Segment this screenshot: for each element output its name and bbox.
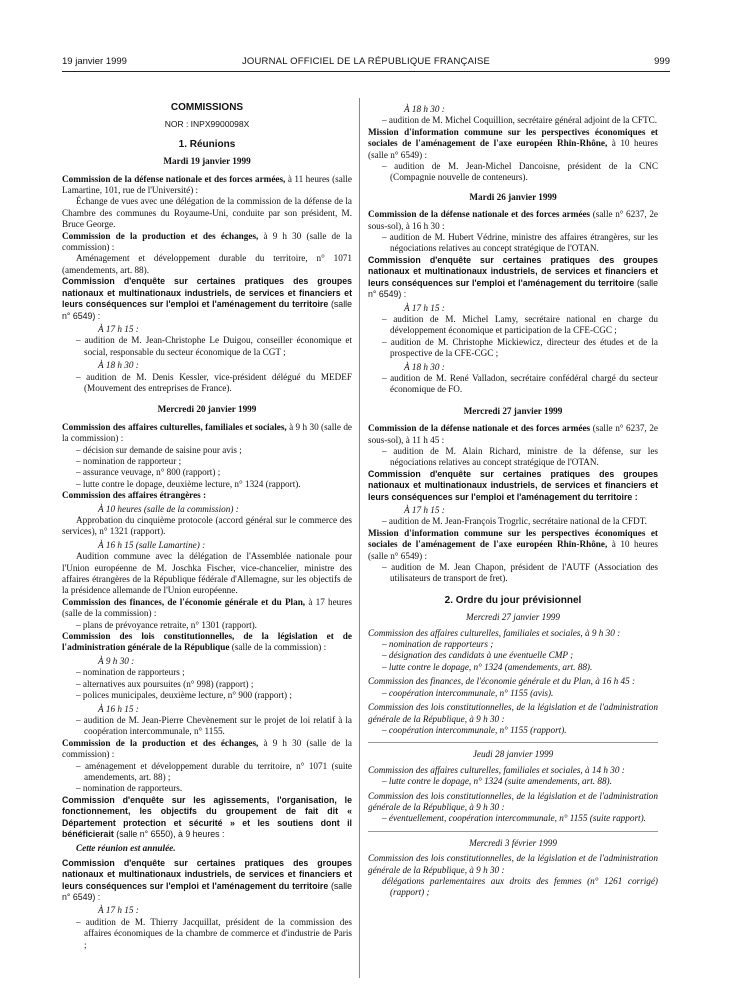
meeting-entry: Mission d'information commune sur les perspectives économiques et sociales de l'aménagement de l'axe européen Rhin-Rhône, à 10 heures (salle n° 6549) : bbox=[368, 527, 658, 561]
agenda-item: – audition de M. Thierry Jacquillat, président de la commission des affaires économiques de la chambre de commerce et d'industrie de Paris ; bbox=[76, 916, 352, 950]
meeting-time: À 17 h 15 : bbox=[404, 505, 445, 515]
meeting-time: À 9 h 30 : bbox=[98, 655, 135, 666]
right-column bbox=[368, 102, 658, 899]
meeting-time: À 16 h 15 : bbox=[98, 703, 139, 714]
agenda-item: – lutte contre le dopage, n° 1324 (amendements, art. 88). bbox=[382, 661, 593, 672]
agenda-head: Commission des lois constitutionnelles, de la législation et de l'administration générale de la République, à 9 h 30 : bbox=[368, 853, 658, 875]
meeting-text: Échange de vues avec une délégation de la commission de la défense de la Chambre des communes du Royaume-Uni, conduite par son président, M. Bruce George. bbox=[62, 196, 352, 230]
meeting-time: À 18 h 30 : bbox=[404, 361, 445, 372]
meeting-entry: Commission de la production et des échanges, à 9 h 30 (salle de la commission) : bbox=[62, 230, 352, 253]
page-header bbox=[62, 56, 670, 70]
agenda-item: – audition de M. Michel Coquillion, secrétaire général adjoint de la CFTC. bbox=[382, 115, 658, 126]
meeting-text: Aménagement et développement durable du territoire, n° 1071 (amendements, art. 88). bbox=[62, 253, 352, 275]
left-column bbox=[62, 100, 352, 951]
section-reunions: 1. Réunions bbox=[178, 138, 236, 150]
agenda-item: – audition de M. Alain Richard, ministre de la défense, sur les négociations relatives au concept stratégique de l'OTAN. bbox=[382, 445, 658, 468]
meeting-entry: Commission de la défense nationale et des forces armées, à 11 heures (salle Lamartine, 101, rue de l'Université) : bbox=[62, 173, 352, 196]
agenda-item: – audition de M. Jean-Pierre Chevènement sur le projet de loi relatif à la coopération intercommunale, n° 1155. bbox=[76, 714, 352, 737]
agenda-head: Commission des affaires culturelles, familiales et sociales, à 9 h 30 : bbox=[368, 627, 621, 638]
column-divider bbox=[359, 98, 360, 978]
meeting-time: À 16 h 15 (salle Lamartine) : bbox=[98, 539, 206, 550]
meeting-text: Audition commune avec la délégation de l'Assemblée nationale pour l'Union européenne de M. Joschka Fischer, vice-chancelier, ministre des affaires étrangères de la République fédérale d'Allemagne, sur les objectifs de la présidence allemande de l'Union européenne. bbox=[62, 551, 352, 596]
agenda-item: – audition de M. Christophe Mickiewicz, directeur des études et de la prospective de la CFE-CGC ; bbox=[382, 336, 658, 359]
meeting-entry: Commission de la production et des échanges, à 9 h 30 (salle de la commission) : bbox=[62, 737, 352, 760]
agenda-item: – nomination de rapporteur ; bbox=[76, 455, 182, 466]
agenda-item: – décision sur demande de saisine pour avis ; bbox=[76, 444, 242, 455]
agenda-item: – audition de M. Hubert Védrine, ministre des affaires étrangères, sur les négociations relatives au concept stratégique de l'OTAN. bbox=[382, 232, 658, 254]
agenda-head: Commission des lois constitutionnelles, de la législation et de l'administration générale de la République, à 9 h 30 : bbox=[368, 702, 658, 724]
agenda-item: – alternatives aux poursuites (n° 998) (rapport) ; bbox=[76, 678, 254, 689]
meeting-entry: Commission des affaires culturelles, familiales et sociales, à 9 h 30 (salle de la commission) : bbox=[62, 421, 352, 444]
meeting-entry: Commission d'enquête sur certaines pratiques des groupes nationaux et multinationaux industriels, de services et financiers et leurs conséquences sur l'emploi et l'aménagement du territoire : bbox=[368, 468, 658, 502]
agenda-item: – assurance veuvage, n° 800 (rapport) ; bbox=[76, 467, 221, 478]
journal-title: JOURNAL OFFICIEL DE LA RÉPUBLIQUE FRANÇAISE bbox=[241, 56, 491, 67]
agenda-item: – nomination de rapporteurs. bbox=[76, 783, 183, 794]
meeting-entry: Commission des finances, de l'économie générale et du Plan, à 17 heures (salle de la commission) : bbox=[62, 596, 352, 619]
meeting-entry: Commission des lois constitutionnelles, de la législation et de l'administration générale de la République (salle de la commission) : bbox=[62, 631, 352, 653]
section-title: COMMISSIONS bbox=[170, 102, 244, 113]
divider bbox=[368, 742, 658, 743]
agenda-item: – coopération intercommunale, n° 1155 (avis). bbox=[382, 687, 554, 698]
meeting-entry: Commission d'enquête sur certaines pratiques des groupes nationaux et multinationaux industriels, de services et financiers et leurs conséquences sur l'emploi et l'aménagement du territoire (salle n° 6549) : bbox=[62, 276, 352, 321]
meeting-entry: Commission d'enquête sur certaines pratiques des groupes nationaux et multinationaux industriels, de services et financiers et leurs conséquences sur l'emploi et l'aménagement du territoire (salle n° 6549) : bbox=[368, 254, 658, 300]
meeting-time: À 17 h 15 : bbox=[98, 323, 139, 334]
agenda-head: Commission des finances, de l'économie générale et du Plan, à 16 h 45 : bbox=[368, 676, 636, 687]
meeting-entry: Commission d'enquête sur certaines pratiques des groupes nationaux et multinationaux industriels, de services et financiers et leurs conséquences sur l'emploi et l'aménagement du territoire (salle n° 6549) : bbox=[62, 857, 352, 902]
agenda-item: – nomination de rapporteurs ; bbox=[382, 639, 494, 650]
day-heading: Mercredi 27 janvier 1999 bbox=[466, 612, 560, 623]
agenda-item: – audition de M. René Valladon, secrétaire confédéral chargé du secteur économique de FO. bbox=[382, 372, 658, 395]
agenda-item: – aménagement et développement durable du territoire, n° 1071 (suite amendements, art. 88) ; bbox=[76, 760, 352, 782]
agenda-item: – lutte contre le dopage, n° 1324 (suite amendements, art. 88). bbox=[382, 776, 612, 787]
agenda-item: – audition de M. Jean Chapon, président de l'AUTF (Association des utilisateurs de transport de fret). bbox=[382, 562, 658, 584]
day-heading: Mardi 19 janvier 1999 bbox=[163, 156, 251, 167]
section-ordre-du-jour: 2. Ordre du jour prévisionnel bbox=[444, 594, 582, 606]
meeting-text: Approbation du cinquième protocole (accord général sur le commerce des services), n° 1321 (rapport). bbox=[62, 515, 352, 537]
agenda-item: – désignation des candidats à une éventuelle CMP ; bbox=[382, 650, 574, 661]
agenda-item: – polices municipales, deuxième lecture, n° 900 (rapport) ; bbox=[76, 690, 292, 701]
meeting-time: À 10 heures (salle de la commission) : bbox=[98, 503, 239, 514]
agenda-item: – audition de M. Jean-Michel Dancoisne, président de la CNC (Compagnie nouvelle de conteneurs). bbox=[382, 161, 658, 183]
meeting-entry: Commission des affaires étrangères : bbox=[62, 490, 207, 501]
meeting-entry: Commission de la défense nationale et des forces armées (salle n° 6237, 2e sous-sol), à 11 h 45 : bbox=[368, 423, 658, 445]
page-number: 999 bbox=[654, 56, 670, 67]
day-heading: Mercredi 3 février 1999 bbox=[469, 837, 557, 848]
day-heading: Mercredi 27 janvier 1999 bbox=[463, 405, 563, 416]
cancel-note: Cette réunion est annulée. bbox=[76, 843, 176, 854]
day-heading: Jeudi 28 janvier 1999 bbox=[472, 749, 554, 760]
meeting-time: À 17 h 15 : bbox=[404, 302, 445, 313]
meeting-time: À 18 h 30 : bbox=[98, 360, 139, 371]
agenda-item: – éventuellement, coopération intercommunale, n° 1155 (suite rapport). bbox=[382, 813, 646, 824]
agenda-item: – audition de M. Jean-François Trogrlic, secrétaire national de la CFDT. bbox=[382, 516, 647, 527]
agenda-head: Commission des lois constitutionnelles, de la législation et de l'administration générale de la République, à 9 h 30 : bbox=[368, 790, 658, 812]
agenda-item: – lutte contre le dopage, deuxième lecture, n° 1324 (rapport). bbox=[76, 478, 301, 489]
meeting-time: À 18 h 30 : bbox=[404, 104, 445, 114]
day-heading: Mardi 26 janvier 1999 bbox=[469, 191, 557, 202]
agenda-item: – audition de M. Denis Kessler, vice-président délégué du MEDEF (Mouvement des entreprises de France). bbox=[76, 371, 352, 393]
header-rule bbox=[62, 71, 670, 72]
divider bbox=[368, 831, 658, 832]
day-heading: Mercredi 20 janvier 1999 bbox=[157, 404, 257, 415]
agenda-item: – coopération intercommunale, n° 1155 (rapport). bbox=[382, 724, 567, 735]
agenda-item: – audition de M. Jean-Christophe Le Duigou, conseiller économique et social, responsable du secteur économique de la CGT ; bbox=[76, 335, 352, 357]
agenda-item: – plans de prévoyance retraite, n° 1301 (rapport). bbox=[76, 619, 257, 630]
agenda-item: – audition de M. Michel Lamy, secrétaire national en charge du développement économique et participation de la CFE-CGC ; bbox=[382, 313, 658, 336]
meeting-entry: Mission d'information commune sur les perspectives économiques et sociales de l'aménagement de l'axe européen Rhin-Rhône, à 10 heures (salle n° 6549) : bbox=[368, 126, 658, 160]
agenda-item: délégations parlementaires aux droits des femmes (n° 1261 corrigé) (rapport) ; bbox=[382, 875, 658, 898]
nor-reference: NOR : INPX9900098X bbox=[164, 119, 250, 130]
agenda-item: – nomination de rapporteurs ; bbox=[76, 667, 185, 678]
meeting-entry: Commission de la défense nationale et des forces armées (salle n° 6237, 2e sous-sol), à 16 h 30 : bbox=[368, 209, 658, 231]
meeting-time: À 17 h 15 : bbox=[98, 905, 139, 916]
meeting-entry: Commission d'enquête sur les agissements, l'organisation, le fonctionnement, les objectifs du groupement de fait dit « Département protection et sécurité » et les soutiens dont il bénéficierait (salle n° 6550), à 9 heures : bbox=[62, 794, 352, 839]
agenda-head: Commission des affaires culturelles, familiales et sociales, à 14 h 30 : bbox=[368, 764, 625, 775]
header-date: 19 janvier 1999 bbox=[62, 56, 127, 67]
